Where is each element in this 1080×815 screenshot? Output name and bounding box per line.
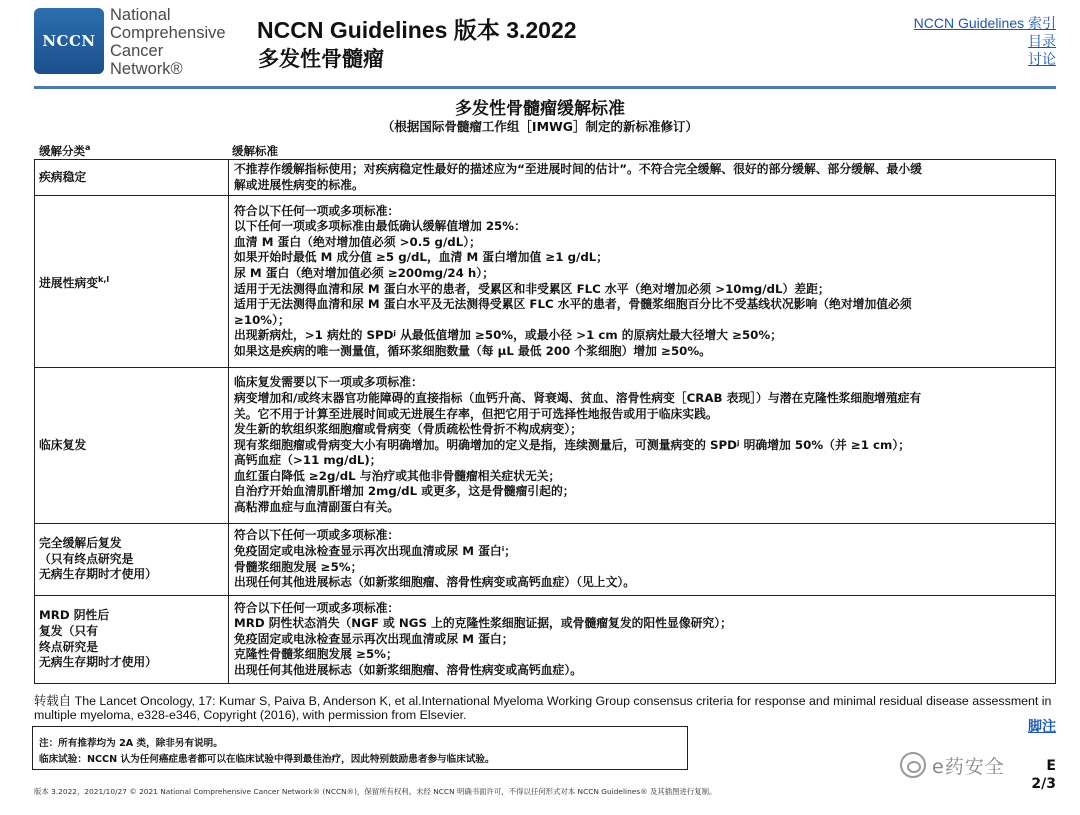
org-line: Network® [110,60,183,78]
response-criteria [229,524,1056,596]
criteria-line: 现有浆细胞瘤或骨病变大小有明确增加。明确增加的定义是指，连续测量后，可测量病变的 SPDʲ 明确增加 50%（并 ≥1 cm）； [234,437,911,452]
copyright-footer: 版本 3.2022，2021/10/27 © 2021 National Comprehensive Cancer Network® (NCCN®)，保留所有权利。未经 NCCN 明确书面许可，不得以任何形式对本 NCCN Guidelines® 及其插图进行复制。 [34,787,717,796]
criteria-row [35,160,1056,196]
category-line: 终点研究是 [39,639,98,654]
criteria-row [35,524,1056,596]
criteria-line: 不推荐作缓解指标使用；对疾病稳定性最好的描述应为“至进展时间的估计”。不符合完全缓解、很好的部分缓解、部分缓解、最小缓 [234,161,922,176]
header-divider [34,86,1056,89]
response-criteria [229,596,1056,684]
watermark-text: e药安全 [932,755,1005,778]
source-citation [34,694,1054,722]
category-text: 进展性病变 [39,275,98,290]
category-line: 无病生存期时才使用） [39,655,157,670]
col-header-criteria: 缓解标准 [232,144,278,158]
category-text: 临床复发 [39,437,87,452]
org-line: National [110,6,171,24]
criteria-line: 解或进展性病变的标准。 [234,177,364,192]
criteria-line: 自治疗开始血清肌酐增加 2mg/dL 或更多，这是骨髓瘤引起的； [234,484,575,499]
criteria-line: 适用于无法测得血清和尿 M 蛋白水平的患者，受累区和非受累区 FLC 水平（绝对增加必须 >10mg/dL）差距； [234,281,830,296]
criteria-line: 以下任何一项或多项标准由最低确认缓解值增加 25%： [234,219,526,234]
response-criteria [229,368,1056,524]
category-line: 无病生存期时才使用） [39,567,157,582]
response-criteria-table [34,159,1056,684]
criteria-line: 血清 M 蛋白（绝对增加值必须 >0.5 g/dL）； [234,234,481,249]
criteria-line: 免疫固定或电泳检查显示再次出现血清或尿 M 蛋白ⁱ； [234,543,517,558]
response-category [35,524,229,596]
notes-box [32,726,688,770]
response-category [35,196,229,368]
criteria-line: 尿 M 蛋白（绝对增加值必须 ≥200mg/24 h）； [234,265,494,280]
criteria-line: 病变增加和/或终末器官功能障碍的直接指标（血钙升高、肾衰竭、贫血、溶骨性病变［CRAB 表现］）与潜在克隆性浆细胞增殖症有 [234,390,922,405]
section-title: 多发性骨髓瘤缓解标准 [455,99,625,119]
guidelines-index-link[interactable]: NCCN Guidelines 索引 [913,15,1056,31]
note-line: 临床试验：NCCN 认为任何癌症患者都可以在临床试验中得到最佳治疗，因此特别鼓励患者参与临床试验。 [39,754,495,765]
col-header-sup: a [85,143,91,153]
criteria-line: MRD 阴性状态消失（NGF 或 NGS 上的克隆性浆细胞证据，或骨髓瘤复发的阳性显像研究）； [234,616,732,631]
response-criteria [229,196,1056,368]
criteria-line: 临床复发需要以下一项或多项标准： [234,375,423,390]
criteria-line: 关。它不用于计算至进展时间或无进展生存率，但把它用于可选择性地报告或用于临床实践。 [234,406,718,421]
criteria-row [35,368,1056,524]
page-code: E [1046,758,1056,774]
section-subtitle: （根据国际骨髓瘤工作组［IMWG］制定的新标准修订） [381,119,699,134]
org-line: Cancer [110,42,164,60]
footnotes-link[interactable]: 脚注 [1028,719,1056,735]
criteria-line: 出现任何其他进展标志（如新浆细胞瘤、溶骨性病变或高钙血症）（见上文）。 [234,575,636,590]
category-line: MRD 阴性后 [39,608,110,623]
page-header [0,0,1080,92]
criteria-line: 出现任何其他进展标志（如新浆细胞瘤、溶骨性病变或高钙血症）。 [234,662,583,677]
category-line: （只有终点研究是 [39,551,134,566]
org-line: Comprehensive [110,24,226,42]
category-line: 完全缓解后复发 [39,536,122,551]
criteria-line: 符合以下任何一项或多项标准： [234,203,400,218]
response-category [35,596,229,684]
logo-text: NCCN [42,32,96,50]
criteria-line: 高钙血症（>11 mg/dL)； [234,453,382,468]
criteria-line: 如果开始时最低 M 成分值 ≥5 g/dL，血清 M 蛋白增加值 ≥1 g/dL； [234,250,609,265]
toc-link[interactable]: 目录 [1028,33,1056,49]
category-line: 复发（只有 [39,623,98,638]
nav-links [914,14,1056,68]
criteria-line: 如果这是疾病的唯一测量值，循环浆细胞数量（每 μL 最低 200 个浆细胞）增加 ≥50%。 [234,343,711,358]
source-text: The Lancet Oncology, 17: Kumar S, Paiva B, Anderson K, et al.International Myeloma Working Group consensus criteria for response and minimal residual disease assessment in multiple myeloma, e328-e346, Copyright (2016), with permission from Elsevier. [34,694,1052,722]
criteria-line: 克隆性骨髓浆细胞发展 ≥5%； [234,647,398,662]
criteria-row [35,596,1056,684]
page-number: 2/3 [1031,776,1056,792]
criteria-line: 符合以下任何一项或多项标准： [234,600,400,615]
response-criteria [229,160,1056,196]
category-sup: k,l [98,274,110,284]
criteria-row [35,196,1056,368]
criteria-line: 免疫固定或电泳检查显示再次出现血清或尿 M 蛋白； [234,631,514,646]
criteria-line: 骨髓浆细胞发展 ≥5%； [234,559,363,574]
col-header-category-text: 缓解分类 [39,144,85,158]
discussion-link[interactable]: 讨论 [1028,51,1056,67]
criteria-line: 发生新的软组织浆细胞瘤或骨病变（骨质疏松性骨折不构成病变）； [234,422,583,437]
col-header-category [39,143,90,159]
response-category [35,160,229,196]
doc-title: NCCN Guidelines 版本 3.2022 [257,17,577,43]
org-name [110,6,250,78]
source-label: 转载自 [34,693,72,708]
criteria-line: ≥10%）； [234,312,290,327]
criteria-line: 适用于无法测得血清和尿 M 蛋白水平及无法测得受累区 FLC 水平的患者，骨髓浆细胞百分比不受基线状况影响（绝对增加值必须 [234,297,912,312]
response-category [35,368,229,524]
note-line: 注：所有推荐均为 2A 类，除非另有说明。 [39,738,223,749]
wechat-icon [900,752,926,778]
category-text: 疾病稳定 [39,169,87,184]
criteria-line: 出现新病灶，>1 病灶的 SPDʲ 从最低值增加 ≥50%，或最小径 >1 cm 的原病灶最大径增大 ≥50%； [234,328,782,343]
watermark [900,752,1005,778]
nccn-logo [34,8,104,74]
criteria-line: 高粘滞血症与血清副蛋白有关。 [234,500,400,515]
criteria-line: 符合以下任何一项或多项标准： [234,528,400,543]
criteria-line: 血红蛋白降低 ≥2g/dL 与治疗或其他非骨髓瘤相关症状无关； [234,468,561,483]
table-header [36,143,1056,159]
doc-subtitle: 多发性骨髓瘤 [258,47,384,71]
